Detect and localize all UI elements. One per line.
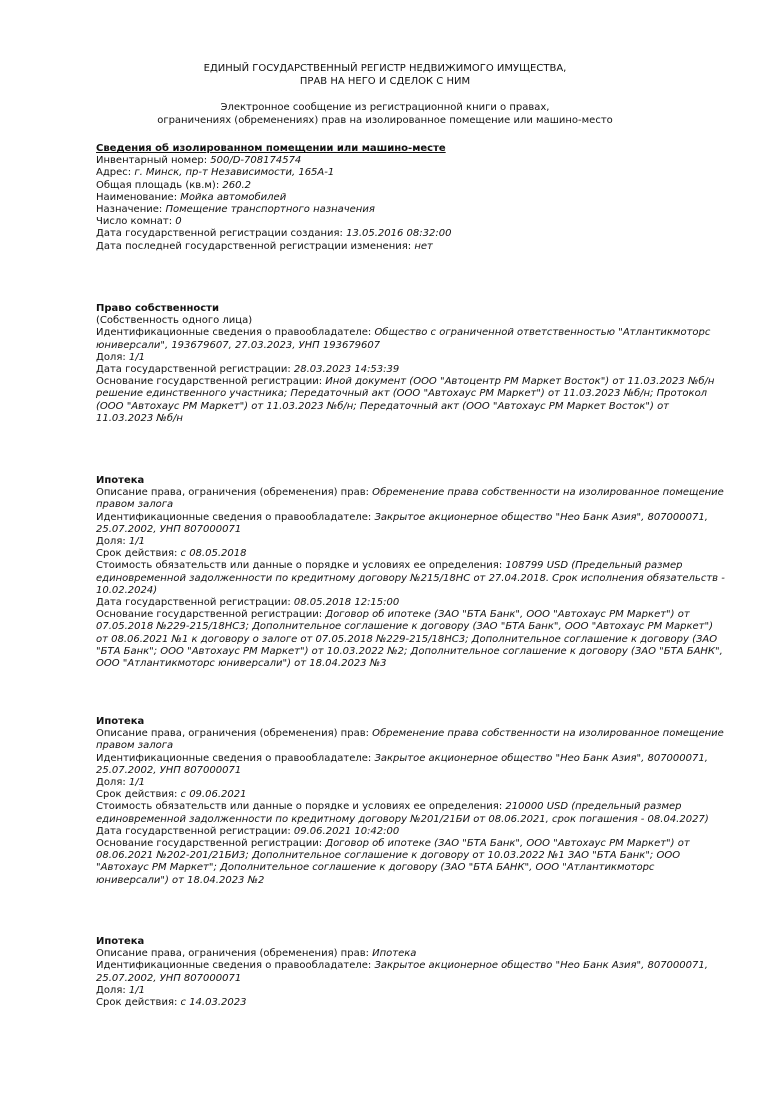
field-label: Описание права, ограничения (обременения) прав: <box>96 948 373 960</box>
field-share <box>96 352 726 364</box>
field-value: 1/1 <box>128 984 145 996</box>
field-total-area <box>96 180 726 192</box>
ownership-section <box>96 303 726 425</box>
field-value: Общество с ограниченной ответственностью "Атлантикмоторс юниверсали", 193679607, 27.03.2023, УНП 193679607 <box>96 327 711 351</box>
field-label: Дата государственной регистрации: <box>96 364 294 376</box>
header-title-line-1: ЕДИНЫЙ ГОСУДАРСТВЕННЫЙ РЕГИСТР НЕДВИЖИМОГО ИМУЩЕСТВА, <box>203 63 567 74</box>
field-description <box>96 948 726 960</box>
field-label: Основание государственной регистрации: <box>96 376 326 388</box>
field-label: Срок действия: <box>96 789 181 801</box>
field-value: 500/D-708174574 <box>210 155 302 167</box>
field-label: Описание права, ограничения (обременения) прав: <box>96 487 373 499</box>
field-value: 08.05.2018 12:15:00 <box>293 597 400 609</box>
field-label: Основание государственной регистрации: <box>96 838 326 850</box>
field-registration-date <box>96 597 726 609</box>
field-label: Назначение: <box>96 204 166 216</box>
subtitle-line-1: Электронное сообщение из регистрационной книги о правах, <box>220 102 550 113</box>
field-share <box>96 985 726 997</box>
field-description <box>96 487 726 511</box>
field-label: Общая площадь (кв.м): <box>96 179 223 191</box>
field-value: нет <box>414 240 433 252</box>
header-title-line-2: ПРАВ НА НЕГО И СДЕЛОК С НИМ <box>299 76 471 87</box>
field-value: Закрытое акционерное общество "Нео Банк Азия", 807000071, 25.07.2002, УНП 807000071 <box>96 511 708 535</box>
field-rightholder <box>96 327 726 351</box>
field-share <box>96 536 726 548</box>
field-value: Закрытое акционерное общество "Нео Банк Азия", 807000071, 25.07.2002, УНП 807000071 <box>96 752 708 776</box>
field-label: Дата последней государственной регистрации изменения: <box>96 240 415 252</box>
field-value: 1/1 <box>128 536 145 548</box>
field-label: Число комнат: <box>96 216 176 228</box>
field-name <box>96 192 726 204</box>
field-value: Договор об ипотеке (ЗАО "БТА Банк", ООО "Автохаус РМ Маркет") от 07.05.2018 №229-215/18НС3; Дополнительное соглашение к договору (ЗАО "БТА Банк", ООО "Автохаус РМ Маркет") от 08.06.2021 №1 к договору о залоге от 07.05.2018 №229-215/18НС3; Дополнительное соглашение к договору (ЗАО "БТА Банк"; ООО "Автохаус РМ Маркет") от 10.03.2022 №2; Дополнительное соглашение к договору (ЗАО "БТА БАНК", ООО "Атлантикмоторс юниверсали") от 18.04.2023 №3 <box>96 609 723 670</box>
field-obligation-value <box>96 560 726 597</box>
field-value: 13.05.2016 08:32:00 <box>346 228 452 240</box>
mortgage-title: Ипотека <box>96 936 145 947</box>
field-label: Основание государственной регистрации: <box>96 609 326 621</box>
field-value: 1/1 <box>128 777 145 789</box>
field-label: Идентификационные сведения о правообладателе: <box>96 511 375 523</box>
field-rightholder <box>96 960 726 984</box>
field-registration-basis <box>96 838 726 887</box>
field-value: Ипотека <box>372 948 417 960</box>
object-info-title: Сведения об изолированном помещении или машино-месте <box>96 143 446 154</box>
field-value: 260.2 <box>222 179 252 191</box>
field-creation-date <box>96 228 726 240</box>
mortgage-title: Ипотека <box>96 475 145 486</box>
field-value: Мойка автомобилей <box>180 191 287 203</box>
field-rightholder <box>96 753 726 777</box>
subtitle-line-2: ограничениях (обременениях) прав на изолированное помещение или машино-место <box>157 115 613 126</box>
field-value: 1/1 <box>128 351 145 363</box>
field-value: 0 <box>175 216 182 228</box>
field-label: Стоимость обязательств или данные о порядке и условиях ее определения: <box>96 801 506 813</box>
field-rightholder <box>96 512 726 536</box>
field-share <box>96 777 726 789</box>
field-label: Наименование: <box>96 191 181 203</box>
field-inventory-number <box>96 155 726 167</box>
field-last-change-date <box>96 241 726 253</box>
field-value: Обременение права собственности на изолированное помещение правом залога <box>96 728 724 752</box>
field-label: Стоимость обязательств или данные о порядке и условиях ее определения: <box>96 560 506 572</box>
field-label: Адрес: <box>96 167 135 179</box>
field-value: 28.03.2023 14:53:39 <box>293 364 400 376</box>
field-label: Дата государственной регистрации создания: <box>96 228 347 240</box>
field-label: Идентификационные сведения о правообладателе: <box>96 327 375 339</box>
field-value: Иной документ (ООО "Автоцентр РМ Маркет Восток") от 11.03.2023 №б/н решение единственного участника; Передаточный акт (ООО "Автохаус РМ Маркет") от 11.03.2023 №б/н; Протокол (ООО "Автохаус РМ Маркет") от 11.03.2023 №б/н; Передаточный акт (ООО "Автохаус РМ Маркет Восток") от 11.03.2023 №б/н <box>96 376 715 424</box>
field-value: Помещение транспортного назначения <box>165 204 375 216</box>
field-address <box>96 167 726 179</box>
mortgage-title: Ипотека <box>96 716 145 727</box>
field-label: Доля: <box>96 351 129 363</box>
field-label: Доля: <box>96 777 129 789</box>
field-label: Срок действия: <box>96 548 181 560</box>
field-room-count <box>96 216 726 228</box>
field-registration-date <box>96 826 726 838</box>
field-registration-date <box>96 364 726 376</box>
field-purpose <box>96 204 726 216</box>
field-label: Идентификационные сведения о правообладателе: <box>96 752 375 764</box>
field-description <box>96 728 726 752</box>
document-header <box>0 62 770 88</box>
field-label: Дата государственной регистрации: <box>96 597 294 609</box>
field-registration-basis <box>96 609 726 670</box>
field-value: Закрытое акционерное общество "Нео Банк Азия", 807000071, 25.07.2002, УНП 807000071 <box>96 960 708 984</box>
mortgage-section <box>96 936 726 1009</box>
field-validity <box>96 997 726 1009</box>
ownership-title: Право собственности <box>96 303 219 314</box>
field-label: Дата государственной регистрации: <box>96 825 294 837</box>
field-label: Срок действия: <box>96 997 181 1009</box>
field-obligation-value <box>96 801 726 825</box>
field-value: 210000 USD (предельный размер единовременной задолженности по кредитному договору №201/21БИ от 08.06.2021, срок погашения - 08.04.2027) <box>96 801 709 825</box>
field-label: Инвентарный номер: <box>96 155 211 167</box>
field-label: Доля: <box>96 984 129 996</box>
field-value: 108799 USD (Предельный размер единовременной задолженности по кредитному договору №215/18НС от 27.04.2018. Срок исполнения обязательств - 10.02.2024) <box>96 560 725 596</box>
field-value: 09.06.2021 10:42:00 <box>293 825 400 837</box>
ownership-subtitle: (Собственность одного лица) <box>96 315 253 327</box>
field-label: Описание права, ограничения (обременения) прав: <box>96 728 373 740</box>
field-value: Обременение права собственности на изолированное помещение правом залога <box>96 487 724 511</box>
field-value: г. Минск, пр-т Независимости, 165А-1 <box>134 167 335 179</box>
mortgage-section <box>96 716 726 887</box>
field-registration-basis <box>96 376 726 425</box>
field-value: с 08.05.2018 <box>180 548 247 560</box>
field-label: Доля: <box>96 536 129 548</box>
field-value: с 14.03.2023 <box>180 997 247 1009</box>
field-validity <box>96 789 726 801</box>
document-subtitle <box>0 101 770 127</box>
mortgage-section <box>96 475 726 670</box>
object-info-section <box>96 143 726 253</box>
field-value: Договор об ипотеке (ЗАО "БТА Банк", ООО "Автохаус РМ Маркет") от 08.06.2021 №202-201/21БИ3; Дополнительное соглашение к договору от 10.03.2022 №1 ЗАО "БТА Банк"; ООО "Автохаус РМ Маркет"; Дополнительное соглашение к договору (ЗАО "БТА БАНК", ООО "Атлантикмоторс юниверсали") от 18.04.2023 №2 <box>96 838 690 886</box>
field-value: с 09.06.2021 <box>180 789 247 801</box>
field-validity <box>96 548 726 560</box>
field-label: Идентификационные сведения о правообладателе: <box>96 960 375 972</box>
